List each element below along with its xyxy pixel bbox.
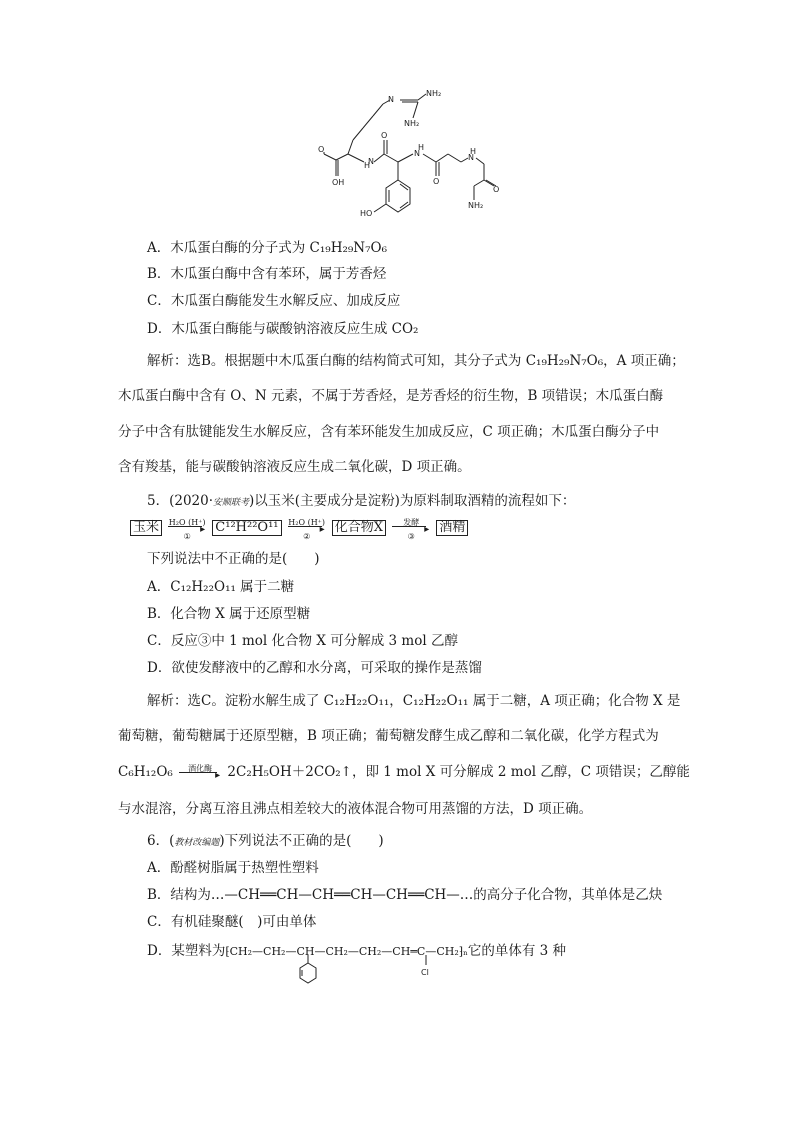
q5-option-b: B．化合物 X 属于还原型糖 — [147, 606, 311, 622]
q5-option-a: A．C₁₂H₂₂O₁₁ 属于二糖 — [147, 579, 295, 595]
q5-stem — [147, 492, 575, 512]
q5-option-d: D．欲使发酵液中的乙醇和水分离，可采取的操作是蒸馏 — [147, 660, 482, 676]
q4-analysis-line: 木瓜蛋白酶中含有 O、N 元素，不属于芳香烃，是芳香烃的衍生物，B 项错误；木瓜蛋白酶 — [118, 388, 664, 404]
q4-option-a: A．木瓜蛋白酶的分子式为 C₁₉H₂₉N₇O₆ — [147, 240, 387, 256]
q6-stem-number: 6．( — [147, 833, 175, 849]
flow-box-compound-x: 化合物X — [332, 520, 386, 536]
q4-option-b: B．木瓜蛋白酶中含有苯环，属于芳香烃 — [147, 266, 387, 282]
q4-analysis-line: 解析：选B。根据题中木瓜蛋白酶的结构简式可知，其分子式为 C₁₉H₂₉N₇O₆，A 项正确； — [147, 353, 685, 369]
flow-arrow-step: ③ — [407, 532, 415, 541]
atom-label: HO — [360, 209, 373, 218]
flow-arrow-label: 发酵 — [403, 518, 420, 527]
q6-stem-source: 教材改编题 — [174, 838, 220, 848]
q4-option-c: C．木瓜蛋白酶能发生水解反应、加成反应 — [147, 293, 401, 309]
q4-analysis-line: 含有羧基，能与碳酸钠溶液反应生成二氧化碳，D 项正确。 — [118, 459, 471, 475]
flow-arrow-step: ① — [183, 532, 191, 541]
q5-stem-number: 5．(2020· — [147, 493, 214, 509]
q6-option-b: B．结构为…—CH══CH—CH══CH—CH══CH—…的高分子化合物，其单体是乙炔 — [147, 887, 663, 903]
flow-arrow-label: H₂O (H⁺) — [288, 518, 326, 527]
polymer-formula: ⁅CH₂—CH₂—CH—CH₂—CH₂—CH═C—CH₂⁆ₙ — [225, 945, 468, 958]
equation-products: 2C₂H₅OH＋2CO₂↑，即 1 mol X 可分解成 2 mol 乙醇，C 项错误；乙醇能 — [227, 764, 690, 780]
flow-arrow-1: H₂O (H⁺) ▸ ① — [166, 518, 208, 536]
atom-label: O — [493, 185, 500, 194]
q4-option-d: D．木瓜蛋白酶能与碳酸钠溶液反应生成 CO₂ — [147, 321, 419, 337]
q5-analysis-line: 葡萄糖，葡萄糖属于还原型糖，B 项正确；葡萄糖发酵生成乙醇和二氧化碳，化学方程式为 — [118, 728, 659, 744]
q5-flow-chart — [130, 518, 468, 541]
atom-label: OH — [332, 178, 345, 187]
q4-analysis-line: 分子中含有肽键能发生水解反应，含有苯环能发生加成反应，C 项正确；木瓜蛋白酶分子中 — [118, 424, 660, 440]
q5-question: 下列说法中不正确的是( ) — [147, 551, 320, 567]
peptide-structure-diagram — [318, 88, 498, 238]
atom-label: O — [433, 177, 440, 186]
atom-label: NH₂ — [468, 201, 484, 210]
q6-option-c: C．有机硅聚醚( )可由单体 — [147, 914, 317, 930]
atom-label: O — [318, 145, 325, 154]
q6-option-d-prefix: D．某塑料为 — [147, 943, 226, 959]
flow-box-disaccharide: C¹²H²²O¹¹ — [212, 520, 281, 536]
q5-equation-line — [118, 763, 690, 782]
atom-label: O — [381, 131, 388, 140]
q6-option-d-suffix: 它的单体有 3 种 — [467, 943, 566, 959]
equation-catalyst: 酒化酶 — [188, 763, 213, 773]
equation-reactant: C₆H₁₂O₆ — [118, 764, 173, 780]
flow-arrow-2: H₂O (H⁺) ▸ ② — [286, 518, 328, 536]
atom-label: NH₂ — [404, 119, 420, 128]
q6-stem — [147, 832, 384, 852]
flow-box-corn: 玉米 — [130, 520, 162, 536]
q6-stem-text: )下列说法不正确的是( ) — [219, 833, 384, 849]
atom-label: N — [414, 149, 420, 158]
q5-analysis-line: 与水混溶，分离互溶且沸点相差较大的液体混合物可用蒸馏的方法，D 项正确。 — [118, 801, 593, 817]
atom-label: N — [468, 153, 474, 162]
polymer-side-groups — [286, 955, 456, 991]
atom-label: N — [368, 157, 374, 166]
atom-label: H — [364, 161, 371, 170]
equation-arrow: 酒化酶 ▸ — [177, 764, 223, 782]
q5-stem-source: 安顺联考 — [213, 498, 250, 508]
atom-label: H — [470, 147, 477, 156]
q5-analysis-line: 解析：选C。淀粉水解生成了 C₁₂H₂₂O₁₁，C₁₂H₂₂O₁₁ 属于二糖，A 项正确；化合物 X 是 — [147, 693, 681, 709]
atom-label: N — [388, 95, 394, 104]
q5-stem-text: )以玉米(主要成分是淀粉)为原料制取酒精的流程如下： — [249, 493, 576, 509]
q5-option-c: C．反应③中 1 mol 化合物 X 可分解成 3 mol 乙醇 — [147, 633, 458, 649]
flow-box-alcohol: 酒精 — [436, 520, 468, 536]
atom-label: NH₂ — [426, 89, 442, 98]
q6-option-a: A．酚醛树脂属于热塑性塑料 — [147, 860, 319, 876]
atom-label: H — [418, 143, 425, 152]
chlorine-label: Cl — [421, 968, 429, 977]
flow-arrow-3: 发酵 ▸ ③ — [390, 518, 432, 536]
flow-arrow-step: ② — [303, 532, 311, 541]
flow-arrow-label: H₂O (H⁺) — [168, 518, 206, 527]
